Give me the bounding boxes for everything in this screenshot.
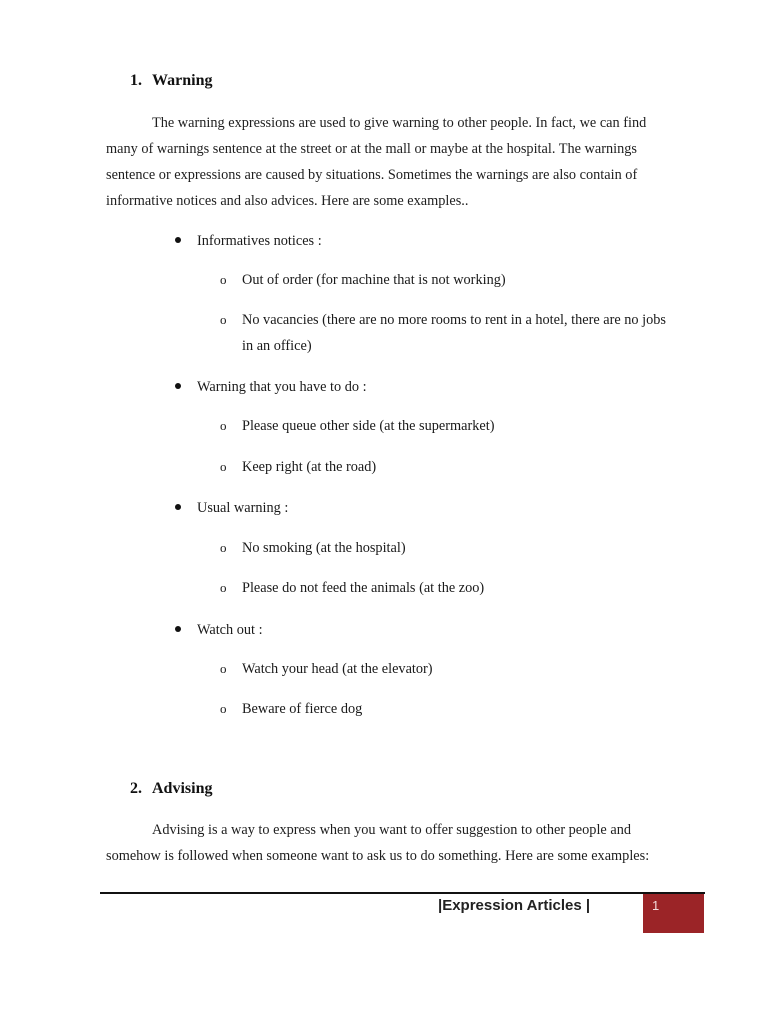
sub-bullet-text: No vacancies (there are no more rooms to rent in a hotel, there are no jobs <box>242 312 666 328</box>
paragraph-line: The warning expressions are used to give warning to other people. In fact, we can find <box>152 115 647 131</box>
paragraph-line: sentence or expressions are caused by situations. Sometimes the warnings are also contain of <box>106 167 638 183</box>
sub-bullet-text: Out of order (for machine that is not working) <box>242 272 506 288</box>
sub-bullet-icon: o <box>220 459 227 474</box>
sub-bullet-text: Watch your head (at the elevator) <box>242 661 433 677</box>
sub-bullet-icon: o <box>220 701 227 716</box>
paragraph-line: many of warnings sentence at the street or at the mall or maybe at the hospital. The warnings <box>106 141 637 157</box>
sub-bullet-text: Keep right (at the road) <box>242 459 377 475</box>
bullet-icon <box>175 237 181 243</box>
warning-paragraph <box>106 110 696 214</box>
section-title: Warning <box>152 72 213 89</box>
section-heading-advising <box>130 780 212 798</box>
paragraph-line: somehow is followed when someone want to ask us to do something. Here are some examples: <box>106 848 650 864</box>
paragraph-line: Advising is a way to express when you want to offer suggestion to other people and <box>152 822 631 838</box>
sub-bullet-text: in an office) <box>242 338 312 354</box>
bullet-icon <box>175 626 181 632</box>
advising-paragraph <box>106 817 696 869</box>
section-number: 1. <box>130 72 142 89</box>
sub-bullet-text: Please do not feed the animals (at the zoo) <box>242 580 485 596</box>
footer-divider <box>100 892 705 894</box>
page-number-badge <box>643 894 704 933</box>
bullet-label: Warning that you have to do : <box>197 379 367 395</box>
bullet-label: Watch out : <box>197 622 263 638</box>
section-title: Advising <box>152 780 213 797</box>
sub-bullet-icon: o <box>220 661 227 676</box>
section-number: 2. <box>130 780 142 797</box>
sub-bullet-icon: o <box>220 580 227 595</box>
sub-bullet-icon: o <box>220 540 227 555</box>
sub-bullet-text: Please queue other side (at the supermarket) <box>242 418 495 434</box>
paragraph-line: informative notices and also advices. Here are some examples.. <box>106 193 469 209</box>
bullet-label: Informatives notices : <box>197 233 322 249</box>
sub-bullet-icon: o <box>220 272 227 287</box>
sub-bullet-icon: o <box>220 418 227 433</box>
bullet-label: Usual warning : <box>197 500 289 516</box>
sub-bullet-icon: o <box>220 312 227 327</box>
sub-bullet-text: Beware of fierce dog <box>242 701 363 717</box>
sub-bullet-text: No smoking (at the hospital) <box>242 540 406 556</box>
bullet-icon <box>175 504 181 510</box>
section-heading-warning <box>130 72 212 90</box>
bullet-icon <box>175 383 181 389</box>
footer-title: |Expression Articles | <box>438 897 591 914</box>
page-number: 1 <box>652 898 660 913</box>
